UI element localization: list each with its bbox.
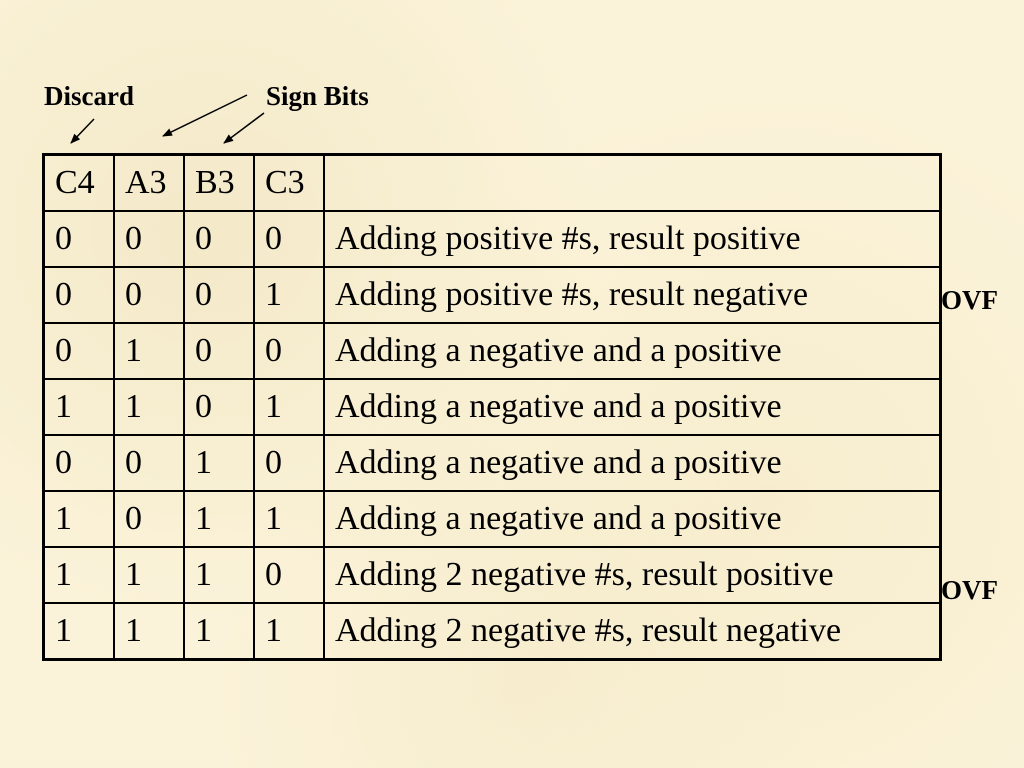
table-header-row — [44, 155, 941, 212]
cell-description: Adding 2 negative #s, result negative — [324, 603, 941, 660]
cell-a3: 0 — [114, 211, 184, 267]
cell-description: Adding a negative and a positive — [324, 491, 941, 547]
cell-a3: 1 — [114, 323, 184, 379]
cell-b3: 1 — [184, 603, 254, 660]
table-row — [44, 547, 941, 603]
cell-a3: 1 — [114, 547, 184, 603]
sign-bits-arrow-b3 — [224, 113, 264, 143]
cell-c4: 1 — [44, 547, 115, 603]
cell-b3: 1 — [184, 435, 254, 491]
cell-c3: 1 — [254, 267, 324, 323]
cell-a3: 1 — [114, 603, 184, 660]
cell-c3: 0 — [254, 323, 324, 379]
sign-bits-arrow-a3 — [163, 95, 247, 136]
cell-c3: 1 — [254, 491, 324, 547]
overflow-truth-table — [42, 153, 942, 661]
cell-b3: 0 — [184, 323, 254, 379]
header-description — [324, 155, 941, 212]
cell-c4: 0 — [44, 323, 115, 379]
table-row — [44, 379, 941, 435]
table-row — [44, 435, 941, 491]
cell-c4: 0 — [44, 435, 115, 491]
table-row — [44, 603, 941, 660]
annotation-arrows — [0, 0, 1024, 160]
cell-c4: 0 — [44, 267, 115, 323]
cell-description: Adding a negative and a positive — [324, 379, 941, 435]
cell-b3: 0 — [184, 211, 254, 267]
table-row — [44, 211, 941, 267]
cell-a3: 0 — [114, 435, 184, 491]
overflow-flag: OVF — [941, 575, 998, 605]
cell-c3: 0 — [254, 211, 324, 267]
cell-a3: 0 — [114, 267, 184, 323]
cell-b3: 1 — [184, 547, 254, 603]
cell-b3: 1 — [184, 491, 254, 547]
sign-bits-label: Sign Bits — [266, 81, 369, 111]
cell-c4: 1 — [44, 379, 115, 435]
discard-label: Discard — [44, 81, 134, 111]
cell-description: Adding a negative and a positive — [324, 435, 941, 491]
cell-c3: 0 — [254, 547, 324, 603]
cell-a3: 1 — [114, 379, 184, 435]
cell-b3: 0 — [184, 267, 254, 323]
cell-c4: 1 — [44, 603, 115, 660]
discard-arrow — [71, 119, 94, 143]
header-c4: C4 — [44, 155, 115, 212]
table-row — [44, 491, 941, 547]
overflow-flag: OVF — [941, 285, 998, 315]
header-a3: A3 — [114, 155, 184, 212]
cell-a3: 0 — [114, 491, 184, 547]
table-row — [44, 267, 941, 323]
cell-b3: 0 — [184, 379, 254, 435]
cell-description: Adding a negative and a positive — [324, 323, 941, 379]
cell-description: Adding positive #s, result negative — [324, 267, 941, 323]
cell-description: Adding positive #s, result positive — [324, 211, 941, 267]
cell-c4: 0 — [44, 211, 115, 267]
header-b3: B3 — [184, 155, 254, 212]
cell-c4: 1 — [44, 491, 115, 547]
table-row — [44, 323, 941, 379]
cell-c3: 1 — [254, 379, 324, 435]
header-c3: C3 — [254, 155, 324, 212]
cell-description: Adding 2 negative #s, result positive — [324, 547, 941, 603]
cell-c3: 0 — [254, 435, 324, 491]
cell-c3: 1 — [254, 603, 324, 660]
